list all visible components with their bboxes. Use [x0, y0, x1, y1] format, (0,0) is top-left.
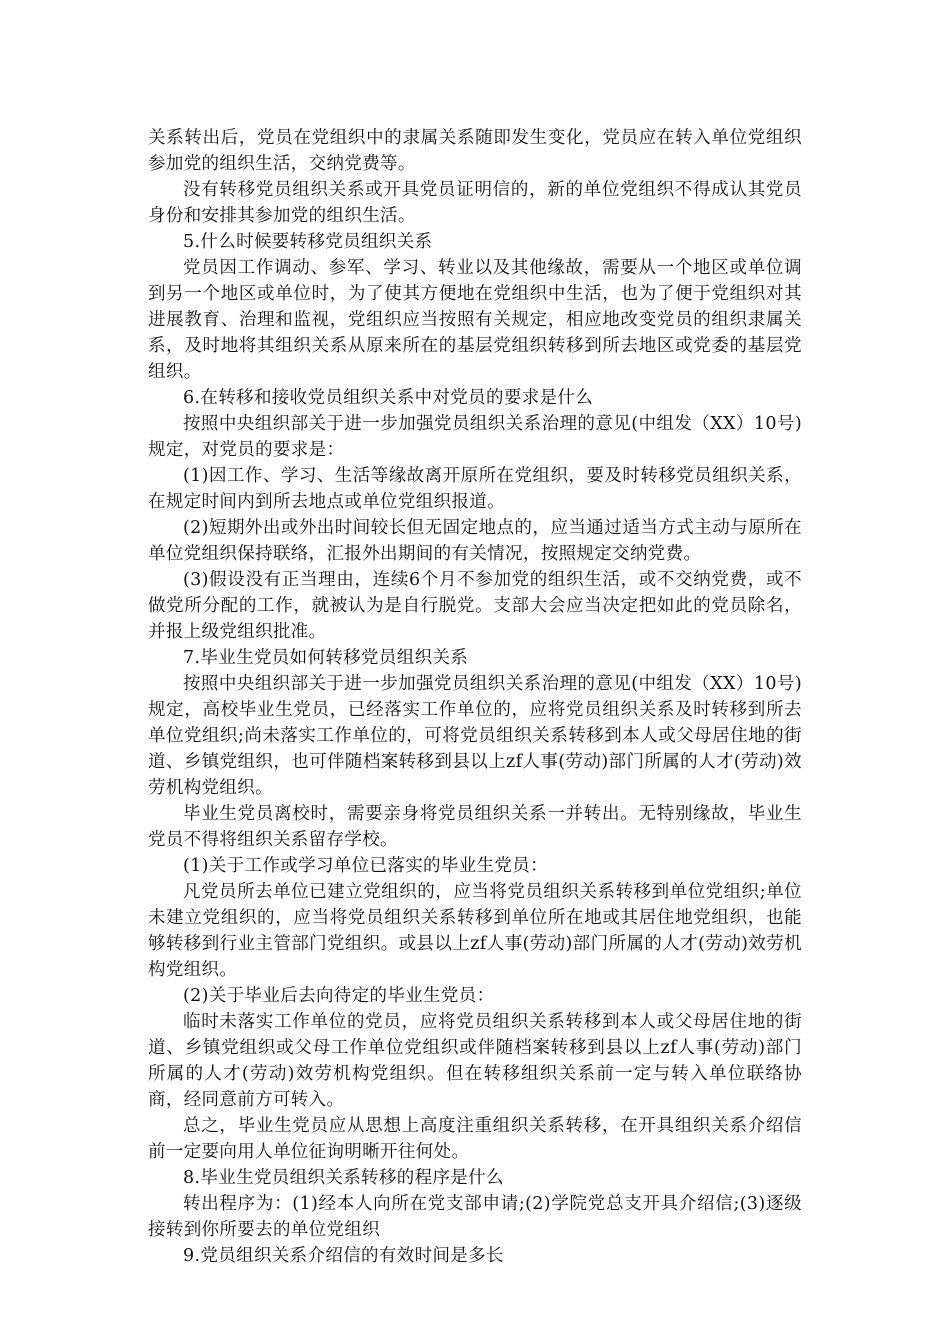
section-heading: 5.什么时候要转移党员组织关系 — [183, 232, 433, 252]
paragraph: 关系转出后，党员在党组织中的隶属关系随即发生变化，党员应在转入单位党组织参加党的组织生活，交纳党费等。 — [148, 128, 802, 174]
paragraph: 党员因工作调动、参军、学习、转业以及其他缘故，需要从一个地区或单位调到另一个地区或单位时，为了使其方便地在党组织中生活，也为了便于党组织对其进展教育、治理和监视，党组织应当按照有关规定，相应地改变党员的组织隶属关系，及时地将其组织关系从原来所在的基层党组织转移到所去地区或党委的基层党组织。 — [148, 258, 802, 382]
section-heading: 8.毕业生党员组织关系转移的程序是什么 — [183, 1168, 504, 1188]
list-item: (1)因工作、学习、生活等缘故离开原所在党组织，要及时转移党员组织关系，在规定时间内到所去地点或单位党组织报道。 — [148, 466, 802, 512]
document-body — [148, 125, 802, 1269]
list-item: (3)假设没有正当理由，连续6个月不参加党的组织生活，或不交纳党费，或不做党所分配的工作，就被认为是自行脱党。支部大会应当决定把如此的党员除名，并报上级党组织批准。 — [148, 570, 802, 642]
paragraph: 毕业生党员离校时，需要亲身将党员组织关系一并转出。无特别缘故，毕业生党员不得将组织关系留存学校。 — [148, 804, 802, 850]
paragraph: 总之，毕业生党员应从思想上高度注重组织关系转移，在开具组织关系介绍信前一定要向用人单位征询明晰开往何处。 — [148, 1116, 802, 1162]
section-heading: 7.毕业生党员如何转移党员组织关系 — [183, 648, 469, 668]
list-item: (2)关于毕业后去向待定的毕业生党员： — [183, 986, 495, 1006]
paragraph: 转出程序为：(1)经本人向所在党支部申请;(2)学院党总支开具介绍信;(3)逐级接转到你所要去的单位党组织 — [148, 1194, 802, 1240]
section-heading: 6.在转移和接收党员组织关系中对党员的要求是什么 — [183, 388, 594, 408]
list-item: (2)短期外出或外出时间较长但无固定地点的，应当通过适当方式主动与原所在单位党组织保持联络，汇报外出期间的有关情况，按照规定交纳党费。 — [148, 518, 802, 564]
paragraph: 临时未落实工作单位的党员，应将党员组织关系转移到本人或父母居住地的街道、乡镇党组织或父母工作单位党组织或伴随档案转移到县以上zf人事(劳动)部门所属的人才(劳动)效劳机构党组织。但在转移组织关系前一定与转入单位联络协商，经同意前方可转入。 — [148, 1012, 802, 1110]
paragraph: 按照中央组织部关于进一步加强党员组织关系治理的意见(中组发（XX）10号)规定，对党员的要求是： — [148, 414, 802, 460]
list-item: (1)关于工作或学习单位已落实的毕业生党员： — [183, 856, 548, 876]
paragraph: 凡党员所去单位已建立党组织的，应当将党员组织关系转移到单位党组织;单位未建立党组织的，应当将党员组织关系转移到单位所在地或其居住地党组织，也能够转移到行业主管部门党组织。或县以上zf人事(劳动)部门所属的人才(劳动)效劳机构党组织。 — [148, 882, 802, 980]
section-heading: 9.党员组织关系介绍信的有效时间是多长 — [183, 1246, 504, 1266]
paragraph: 按照中央组织部关于进一步加强党员组织关系治理的意见(中组发（XX）10号)规定，高校毕业生党员，已经落实工作单位的，应将党员组织关系及时转移到所去单位党组织;尚未落实工作单位的，可将党员组织关系转移到本人或父母居住地的街道、乡镇党组织，也可伴随档案转移到县以上zf人事(劳动)部门所属的人才(劳动)效劳机构党组织。 — [148, 674, 802, 798]
paragraph: 没有转移党员组织关系或开具党员证明信的，新的单位党组织不得成认其党员身份和安排其参加党的组织生活。 — [148, 180, 802, 226]
